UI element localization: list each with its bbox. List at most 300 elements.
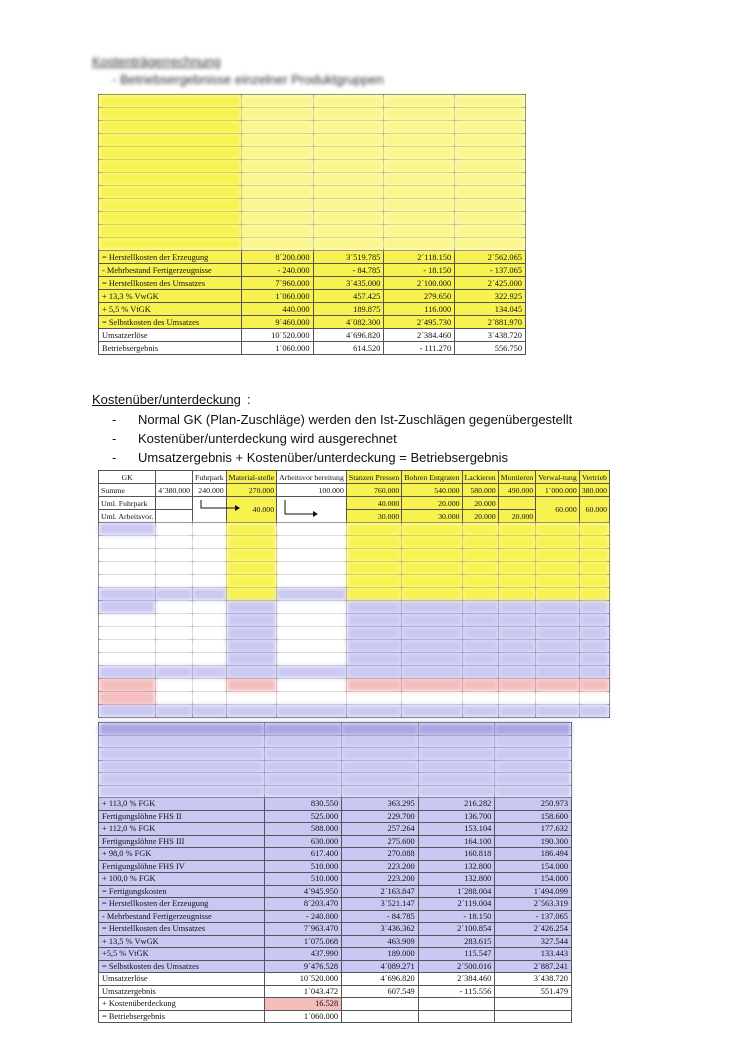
blurred-cell <box>346 679 401 692</box>
table-cell: 116.000 <box>384 303 455 316</box>
blurred-cell <box>346 523 401 536</box>
blurred-cell <box>498 692 535 705</box>
table-row <box>99 998 572 1011</box>
table-cell: 40.000 <box>346 497 401 510</box>
blurred-row <box>99 238 526 251</box>
table-cell: 275.600 <box>342 835 419 848</box>
table-cell: - 137.065 <box>455 264 526 277</box>
blurred-cell <box>99 134 242 147</box>
blurred-cell <box>193 575 227 588</box>
table-cell: = Selbstkosten des Umsatzes <box>99 960 265 973</box>
blurred-cell <box>99 760 265 773</box>
blurred-cell <box>579 666 609 679</box>
table-cell: Fertigungslöhne FHS III <box>99 835 265 848</box>
blurred-cell <box>402 588 462 601</box>
table-cell: - Mehrbestand Fertigerzeugnisse <box>99 910 265 923</box>
blurred-cell <box>99 536 156 549</box>
blurred-cell <box>99 173 242 186</box>
blurred-cell <box>462 666 498 679</box>
table-cell: 440.000 <box>242 303 313 316</box>
section-title: Kostenüber/unterdeckung <box>92 392 241 407</box>
header-cell: Fuhrpark <box>193 471 227 484</box>
header-cell <box>156 471 193 484</box>
table-cell: + 5,5 % VtGK <box>99 303 242 316</box>
blurred-row <box>99 627 610 640</box>
blurred-cell <box>498 575 535 588</box>
blurred-cell <box>402 562 462 575</box>
table-cell: - 18.150 <box>418 910 495 923</box>
blurred-cell <box>418 760 495 773</box>
blurred-cell <box>402 666 462 679</box>
table-cell: 283.615 <box>418 935 495 948</box>
arrow-right-icon <box>195 498 243 520</box>
blurred-row <box>99 785 572 798</box>
table-cell: 1´060.000 <box>242 342 313 355</box>
blurred-cell <box>277 705 347 718</box>
table-cell: 4´696.820 <box>313 329 384 342</box>
blurred-cell <box>99 562 156 575</box>
table-cell: 4´380.000 <box>156 484 193 497</box>
table-cell: 30.000 <box>402 510 462 523</box>
blurred-cell <box>536 562 580 575</box>
blurred-row <box>99 108 526 121</box>
blurred-row <box>99 692 610 705</box>
blurred-cell <box>498 562 535 575</box>
table-cell: Betriebsergebnis <box>99 342 242 355</box>
table-cell: 177.632 <box>495 823 572 836</box>
table-cell: + 98,0 % FGK <box>99 848 265 861</box>
blurred-cell <box>536 614 580 627</box>
table-cell <box>156 510 193 523</box>
blurred-cell <box>462 562 498 575</box>
blurred-cell <box>536 653 580 666</box>
blurred-cell <box>277 549 347 562</box>
table-row <box>99 985 572 998</box>
table-row <box>99 277 526 290</box>
table-cell: 240.000 <box>193 484 227 497</box>
blurred-cell <box>99 238 242 251</box>
blurred-cell <box>193 588 227 601</box>
table-cell: 3´435.000 <box>313 277 384 290</box>
table-cell: 3´521.147 <box>342 898 419 911</box>
blurred-cell <box>156 523 193 536</box>
blurred-row <box>99 640 610 653</box>
blurred-cell <box>156 640 193 653</box>
blurred-cell <box>536 705 580 718</box>
blurred-cell <box>99 523 156 536</box>
table-cell: 363.295 <box>342 798 419 811</box>
table-cell: 4´089.271 <box>342 960 419 973</box>
arrow-right-icon <box>279 498 319 520</box>
table-cell: 551.479 <box>495 985 572 998</box>
blurred-cell <box>226 692 276 705</box>
table-row <box>99 860 572 873</box>
table-cell: 2´119.004 <box>418 898 495 911</box>
table-row <box>99 898 572 911</box>
blurred-row <box>99 212 526 225</box>
table-cell: 8´203.470 <box>265 898 342 911</box>
blurred-cell <box>193 614 227 627</box>
table-cell: 510.000 <box>265 873 342 886</box>
blurred-row <box>99 134 526 147</box>
table-cell: 132.800 <box>418 873 495 886</box>
table-cell <box>342 1010 419 1023</box>
table-cell: 2´100.000 <box>384 277 455 290</box>
blurred-cell <box>277 679 347 692</box>
blurred-cell <box>579 705 609 718</box>
table-cell: 16.528 <box>265 998 342 1011</box>
table-cell: 10´520.000 <box>265 973 342 986</box>
blurred-row <box>99 536 610 549</box>
blurred-cell <box>495 785 572 798</box>
table-row <box>99 973 572 986</box>
table-cell <box>342 998 419 1011</box>
table-cell: 3´438.720 <box>455 329 526 342</box>
table-cell <box>418 998 495 1011</box>
table-cell: 1´075.068 <box>265 935 342 948</box>
blurred-cell <box>226 666 276 679</box>
table-cell: 133.443 <box>495 948 572 961</box>
table-cell <box>495 1010 572 1023</box>
blurred-cell <box>495 723 572 736</box>
table-cell: 7´960.000 <box>242 277 313 290</box>
blurred-cell <box>99 785 265 798</box>
table-cell: = Selbstkosten des Umsatzes <box>99 316 242 329</box>
table-cell: 189.000 <box>342 948 419 961</box>
blurred-cell <box>455 225 526 238</box>
blurred-cell <box>579 627 609 640</box>
blurred-cell <box>498 666 535 679</box>
blurred-cell <box>313 199 384 212</box>
blurred-cell <box>346 627 401 640</box>
blurred-cell <box>277 692 347 705</box>
table-cell: + 112,0 % FGK <box>99 823 265 836</box>
blurred-cell <box>313 108 384 121</box>
table-cell: 30.000 <box>346 510 401 523</box>
blurred-cell <box>462 588 498 601</box>
blurred-row <box>99 95 526 108</box>
blurred-cell <box>193 692 227 705</box>
blurred-cell <box>242 108 313 121</box>
table-cell: 380.000 <box>579 484 609 497</box>
blurred-cell <box>455 173 526 186</box>
table-cell: 134.045 <box>455 303 526 316</box>
table-cell: 2´163.847 <box>342 885 419 898</box>
table-cell: 2´425.000 <box>455 277 526 290</box>
bullet-list <box>112 410 572 467</box>
blurred-cell <box>193 523 227 536</box>
blurred-cell <box>277 627 347 640</box>
table-cell <box>418 1010 495 1023</box>
table-cell <box>498 497 535 510</box>
table-cell: 510.000 <box>265 860 342 873</box>
table-cell: 164.100 <box>418 835 495 848</box>
blurred-cell <box>579 614 609 627</box>
blurred-cell <box>462 614 498 627</box>
header-cell: GK <box>99 471 156 484</box>
blurred-cell <box>455 108 526 121</box>
table-cell: 614.520 <box>313 342 384 355</box>
blurred-cell <box>536 601 580 614</box>
table-row <box>99 1010 572 1023</box>
blurred-cell <box>495 748 572 761</box>
blurred-cell <box>277 666 347 679</box>
blurred-cell <box>265 748 342 761</box>
table-cell: 9´460.000 <box>242 316 313 329</box>
blurred-cell <box>156 562 193 575</box>
header-cell: Arbeitsvor bereitung <box>277 471 347 484</box>
blurred-cell <box>313 121 384 134</box>
table-cell: 8´200.000 <box>242 251 313 264</box>
table-cell: 60.000 <box>579 497 609 523</box>
table-row <box>99 923 572 936</box>
blurred-cell <box>579 640 609 653</box>
blurred-cell <box>99 212 242 225</box>
blurred-cell <box>193 666 227 679</box>
blurred-cell <box>277 523 347 536</box>
blurred-cell <box>99 601 156 614</box>
blurred-cell <box>418 735 495 748</box>
blurred-cell <box>99 614 156 627</box>
table-row <box>99 264 526 277</box>
blurred-cell <box>418 785 495 798</box>
blurred-row <box>99 588 610 601</box>
blurred-cell <box>277 575 347 588</box>
blurred-cell <box>455 147 526 160</box>
blurred-cell <box>99 95 242 108</box>
table-cell: 189.875 <box>313 303 384 316</box>
blurred-cell <box>346 562 401 575</box>
blurred-cell <box>462 679 498 692</box>
blurred-cell <box>498 549 535 562</box>
table-cell <box>156 497 193 510</box>
table-cell: 4´082.300 <box>313 316 384 329</box>
table-cell: - 84.785 <box>342 910 419 923</box>
table-cell: 154.000 <box>495 873 572 886</box>
header-cell: Bohren Entgraten <box>402 471 462 484</box>
blurred-cell <box>242 173 313 186</box>
table-betriebsergebnis-ist <box>98 722 572 1023</box>
table-cell: 158.600 <box>495 810 572 823</box>
blurred-cell <box>156 666 193 679</box>
blurred-cell <box>265 785 342 798</box>
table-cell: Fertigungslöhne FHS IV <box>99 860 265 873</box>
blurred-cell <box>156 588 193 601</box>
blurred-cell <box>277 640 347 653</box>
blurred-cell <box>265 760 342 773</box>
table-cell: 10´520.000 <box>242 329 313 342</box>
table-cell: = Herstellkosten des Umsatzes <box>99 277 242 290</box>
blurred-cell <box>384 121 455 134</box>
blurred-cell <box>402 705 462 718</box>
blurred-cell <box>99 588 156 601</box>
table-cell: 830.550 <box>265 798 342 811</box>
table-cell: 100.000 <box>277 484 347 497</box>
table-cell: - 18.150 <box>384 264 455 277</box>
arrow-cell <box>277 497 347 523</box>
table-cell: 20.000 <box>498 510 535 523</box>
table-cell: - 137.065 <box>495 910 572 923</box>
blurred-cell <box>156 575 193 588</box>
blurred-cell <box>242 160 313 173</box>
table-cell: 3´438.720 <box>495 973 572 986</box>
blurred-cell <box>313 173 384 186</box>
table-cell: + 113,0 % FGK <box>99 798 265 811</box>
blurred-cell <box>402 536 462 549</box>
blurred-cell <box>402 640 462 653</box>
blurred-cell <box>536 627 580 640</box>
blurred-cell <box>342 748 419 761</box>
blurred-cell <box>402 627 462 640</box>
blurred-cell <box>346 653 401 666</box>
blurred-cell <box>462 575 498 588</box>
section-colon: : <box>247 392 251 407</box>
blurred-cell <box>277 588 347 601</box>
table-cell: 60.000 <box>536 497 580 523</box>
table-row <box>99 316 526 329</box>
table-cell: 2´562.065 <box>455 251 526 264</box>
header-cell: Lackieren <box>462 471 498 484</box>
blurred-cell <box>455 238 526 251</box>
table-row <box>99 885 572 898</box>
header-cell: Vertrieb <box>579 471 609 484</box>
list-item: - Umsatzergebnis + Kostenüber/unterdeckung = Betriebsergebnis <box>112 450 508 465</box>
table-cell: - Mehrbestand Fertigerzeugnisse <box>99 264 242 277</box>
blurred-cell <box>384 147 455 160</box>
blurred-cell <box>498 627 535 640</box>
blurred-cell <box>99 705 156 718</box>
blurred-cell <box>384 199 455 212</box>
blurred-cell <box>99 225 242 238</box>
table-cell: 630.000 <box>265 835 342 848</box>
table-row <box>99 251 526 264</box>
blurred-cell <box>226 588 276 601</box>
blurred-cell <box>346 549 401 562</box>
blurred-cell <box>99 773 265 786</box>
table-cell: 327.544 <box>495 935 572 948</box>
blurred-cell <box>193 562 227 575</box>
blurred-cell <box>384 173 455 186</box>
table-cell: 1´494.099 <box>495 885 572 898</box>
blurred-cell <box>498 614 535 627</box>
header-cell: Stanzen Pressen <box>346 471 401 484</box>
blurred-cell <box>226 549 276 562</box>
blurred-page-heading: Kostenträgerrechnung <box>92 54 221 69</box>
blurred-cell <box>455 95 526 108</box>
blurred-cell <box>99 199 242 212</box>
blurred-cell <box>495 735 572 748</box>
blurred-cell <box>455 186 526 199</box>
blurred-cell <box>99 666 156 679</box>
blurred-cell <box>193 679 227 692</box>
blurred-cell <box>265 735 342 748</box>
blurred-cell <box>536 588 580 601</box>
table-cell: - 240.000 <box>242 264 313 277</box>
blurred-cell <box>579 523 609 536</box>
blurred-cell <box>193 536 227 549</box>
blurred-cell <box>156 679 193 692</box>
blurred-cell <box>226 575 276 588</box>
blurred-cell <box>495 760 572 773</box>
table-cell: 556.750 <box>455 342 526 355</box>
blurred-cell <box>462 705 498 718</box>
blurred-cell <box>462 601 498 614</box>
table-cell: +5,5 % VtGK <box>99 948 265 961</box>
table-body <box>99 251 526 355</box>
header-cell: Montieren <box>498 471 535 484</box>
blurred-cell <box>402 575 462 588</box>
blurred-cell <box>455 134 526 147</box>
blurred-row <box>99 679 610 692</box>
table-row <box>99 810 572 823</box>
blurred-cell <box>99 186 242 199</box>
blurred-cell <box>242 134 313 147</box>
blurred-cell <box>536 679 580 692</box>
blurred-cell <box>313 225 384 238</box>
table-cell: Fertigungslöhne FHS II <box>99 810 265 823</box>
header-cell: Material-stelle <box>226 471 276 484</box>
blurred-cell <box>193 705 227 718</box>
blurred-cell <box>226 627 276 640</box>
blurred-cell <box>193 640 227 653</box>
table-cell: 132.800 <box>418 860 495 873</box>
blurred-row <box>99 173 526 186</box>
blurred-cell <box>313 147 384 160</box>
blurred-cell <box>346 692 401 705</box>
blurred-row <box>99 562 610 575</box>
table-row <box>99 960 572 973</box>
blurred-cell <box>579 536 609 549</box>
table-cell: 2´384.460 <box>384 329 455 342</box>
table-cell: 457.425 <box>313 290 384 303</box>
table-cell: - 115.556 <box>418 985 495 998</box>
table-cell <box>495 998 572 1011</box>
table-cell: - 111.270 <box>384 342 455 355</box>
list-item: - Kostenüber/unterdeckung wird ausgerechnet <box>112 431 397 446</box>
blurred-cell <box>455 160 526 173</box>
blurred-cell <box>99 679 156 692</box>
blurred-cell <box>346 588 401 601</box>
table-row <box>99 910 572 923</box>
table-cell: - 240.000 <box>265 910 342 923</box>
blurred-cell <box>156 614 193 627</box>
table-cell: 1´060.000 <box>265 1010 342 1023</box>
table-cell: + 100,0 % FGK <box>99 873 265 886</box>
blurred-cell <box>536 575 580 588</box>
header-cell: Verwal-tung <box>536 471 580 484</box>
table-cell: 2´118.150 <box>384 251 455 264</box>
blurred-cell <box>418 723 495 736</box>
table-cell: 607.549 <box>342 985 419 998</box>
blurred-row <box>99 705 610 718</box>
blurred-cell <box>242 147 313 160</box>
blurred-cell <box>455 212 526 225</box>
blurred-cell <box>384 160 455 173</box>
table-cell: 3´519.785 <box>313 251 384 264</box>
blurred-row <box>99 121 526 134</box>
blurred-cell <box>402 601 462 614</box>
table-cell: 154.000 <box>495 860 572 873</box>
blurred-cell <box>536 640 580 653</box>
table-cell: 760.000 <box>346 484 401 497</box>
table-cell: 115.547 <box>418 948 495 961</box>
blurred-cell <box>498 653 535 666</box>
blurred-cell <box>242 186 313 199</box>
blurred-cell <box>579 601 609 614</box>
table-cell: 588.000 <box>265 823 342 836</box>
blurred-cell <box>277 536 347 549</box>
blurred-cell <box>226 536 276 549</box>
